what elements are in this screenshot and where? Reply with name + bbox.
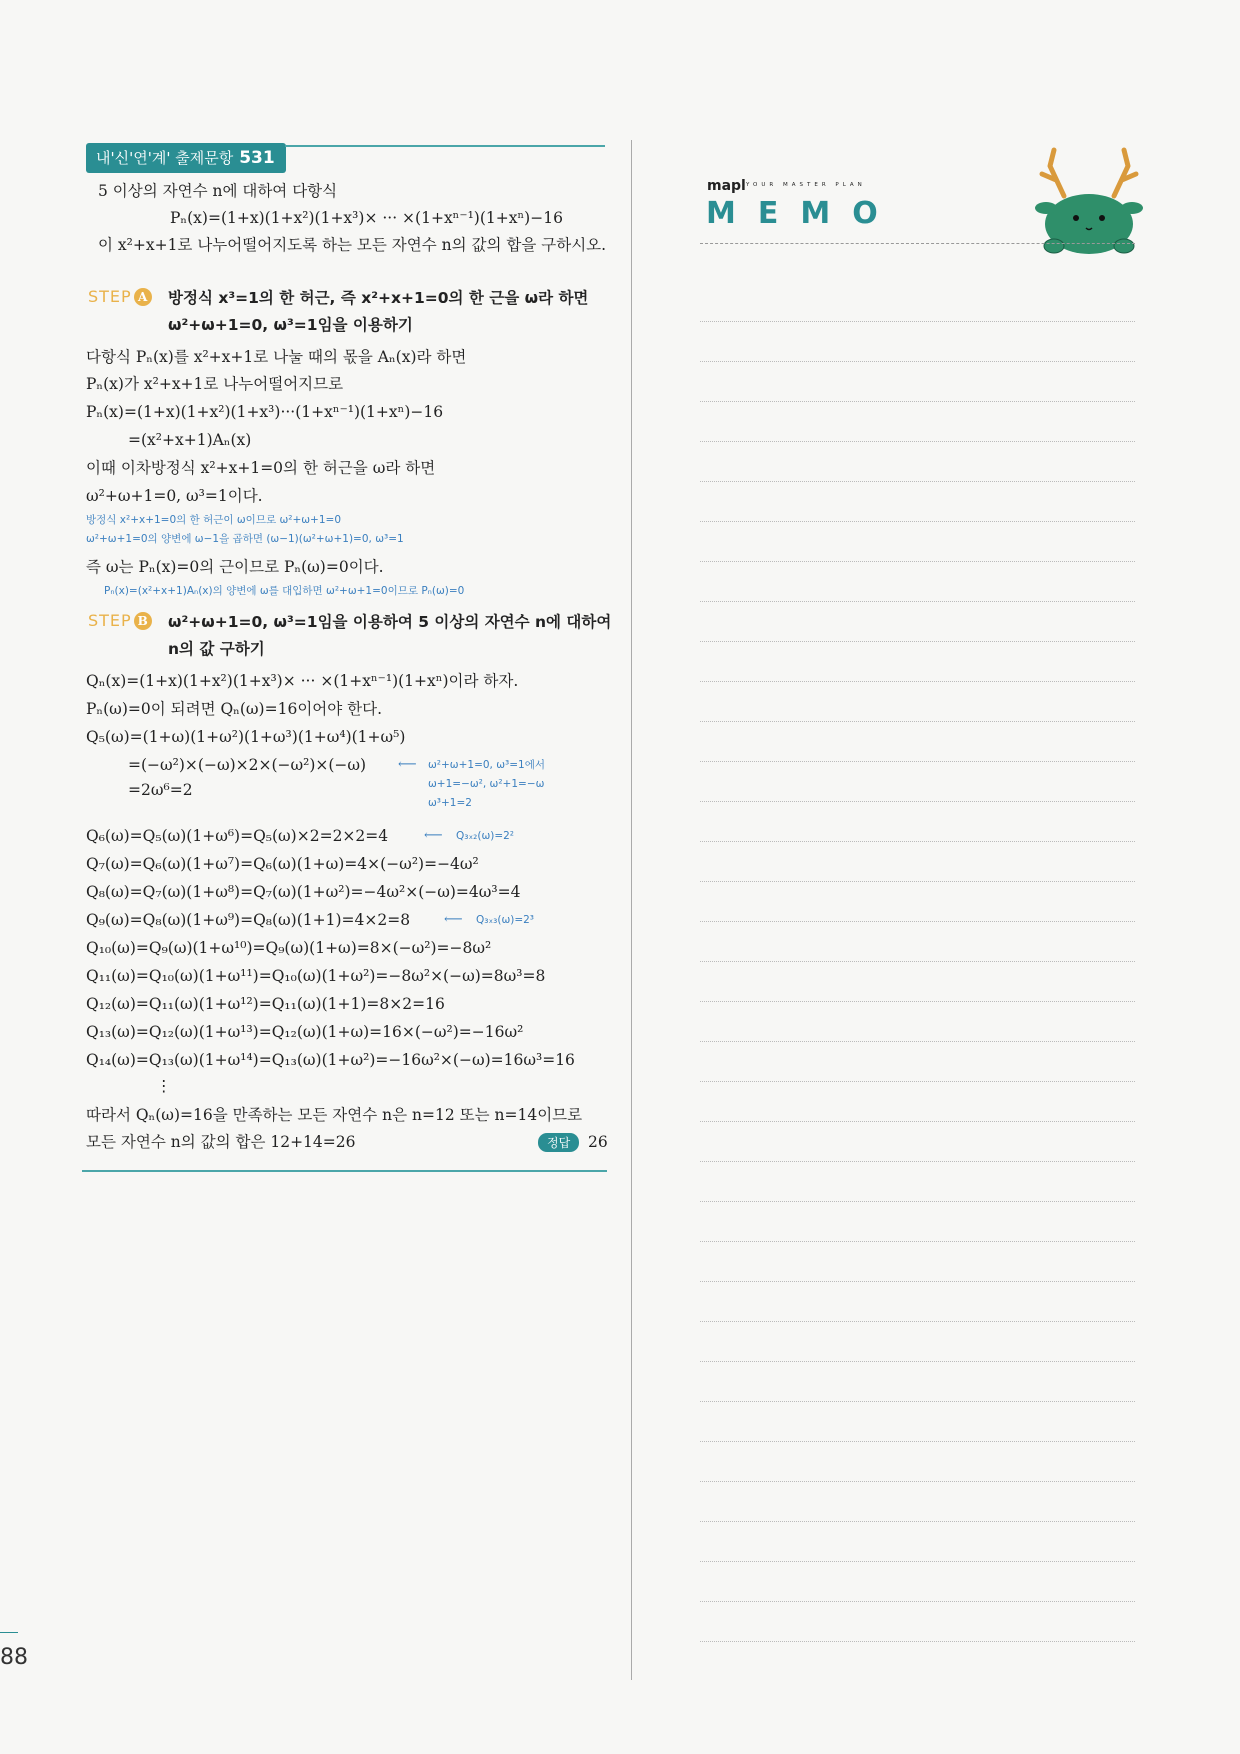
memo-rule-line xyxy=(700,441,1135,442)
memo-subtitle: YOUR MASTER PLAN xyxy=(746,182,866,188)
section-bottom-rule xyxy=(82,1170,607,1172)
memo-rule-line xyxy=(700,1521,1135,1522)
sol-b-line-1: Qₙ(x)=(1+x)(1+x²)(1+x³)× ··· ×(1+xⁿ⁻¹)(1+xⁿ)이라 하자. xyxy=(86,672,519,690)
deer-mascot-icon xyxy=(1034,144,1144,256)
side-note-2: ω+1=−ω², ω²+1=−ω xyxy=(428,778,545,790)
memo-rule-line xyxy=(700,1081,1135,1082)
page-number-tick xyxy=(0,1632,18,1633)
memo-brand: mapl xyxy=(707,178,746,194)
memo-rule-line xyxy=(700,1561,1135,1562)
sol-a-line-4: =(x²+x+1)Aₙ(x) xyxy=(128,431,252,449)
q8-line: Q₈(ω)=Q₇(ω)(1+ω⁸)=Q₇(ω)(1+ω²)=−4ω²×(−ω)=4ω³=4 xyxy=(86,883,521,901)
sol-a-line-7: 즉 ω는 Pₙ(x)=0의 근이므로 Pₙ(ω)=0이다. xyxy=(86,558,384,576)
answer-value: 26 xyxy=(588,1133,608,1151)
memo-rule-line xyxy=(700,801,1135,802)
step-b-circle: B xyxy=(134,612,152,630)
memo-rule-line xyxy=(700,401,1135,402)
memo-rule-line xyxy=(700,321,1135,322)
q11-line: Q₁₁(ω)=Q₁₀(ω)(1+ω¹¹)=Q₁₀(ω)(1+ω²)=−8ω²×(−ω)=8ω³=8 xyxy=(86,967,546,985)
header-rule xyxy=(285,145,605,147)
q9-line: Q₉(ω)=Q₈(ω)(1+ω⁹)=Q₈(ω)(1+1)=4×2=8 xyxy=(86,911,411,929)
side-note-1: ω²+ω+1=0, ω³=1에서 xyxy=(428,759,545,771)
q7-line: Q₇(ω)=Q₆(ω)(1+ω⁷)=Q₆(ω)(1+ω)=4×(−ω²)=−4ω² xyxy=(86,855,479,873)
column-divider xyxy=(631,140,632,1680)
memo-dashed-rule xyxy=(700,243,1135,244)
memo-rule-line xyxy=(700,561,1135,562)
q14-line: Q₁₄(ω)=Q₁₃(ω)(1+ω¹⁴)=Q₁₃(ω)(1+ω²)=−16ω²×(−ω)=16ω³=16 xyxy=(86,1051,575,1069)
memo-rule-line xyxy=(700,881,1135,882)
memo-rule-line xyxy=(700,1641,1135,1642)
memo-rule-line xyxy=(700,1281,1135,1282)
problem-line-3: 이 x²+x+1로 나누어떨어지도록 하는 모든 자연수 n의 값의 합을 구하시오. xyxy=(98,236,607,254)
problem-formula: Pₙ(x)=(1+x)(1+x²)(1+x³)× ··· ×(1+xⁿ⁻¹)(1+xⁿ)−16 xyxy=(170,209,563,227)
memo-rule-line xyxy=(700,641,1135,642)
step-a-tag: STEP A xyxy=(88,287,152,306)
answer-badge: 정답 xyxy=(538,1132,579,1152)
memo-rule-line xyxy=(700,1321,1135,1322)
sol-a-line-5: 이때 이차방정식 x²+x+1=0의 한 허근을 ω라 하면 xyxy=(86,459,436,477)
memo-rule-line xyxy=(700,721,1135,722)
sol-b-line-5: =2ω⁶=2 xyxy=(128,781,193,799)
memo-rule-line xyxy=(700,1121,1135,1122)
memo-rule-line xyxy=(700,1481,1135,1482)
problem-number: 531 xyxy=(239,148,275,168)
memo-rule-line xyxy=(700,921,1135,922)
step-b-title-2: n의 값 구하기 xyxy=(168,640,265,658)
conclusion-line-2: 모든 자연수 n의 값의 합은 12+14=26 xyxy=(86,1133,356,1151)
q9-note: Q₃ₓ₃(ω)=2³ xyxy=(476,914,535,926)
q12-line: Q₁₂(ω)=Q₁₁(ω)(1+ω¹²)=Q₁₁(ω)(1+1)=8×2=16 xyxy=(86,995,445,1013)
q6-line: Q₆(ω)=Q₅(ω)(1+ω⁶)=Q₅(ω)×2=2×2=4 xyxy=(86,827,389,845)
step-a-title-2: ω²+ω+1=0, ω³=1임을 이용하기 xyxy=(168,316,413,334)
memo-rule-line xyxy=(700,481,1135,482)
q10-line: Q₁₀(ω)=Q₉(ω)(1+ω¹⁰)=Q₉(ω)(1+ω)=8×(−ω²)=−8ω² xyxy=(86,939,492,957)
sol-b-line-2: Pₙ(ω)=0이 되려면 Qₙ(ω)=16이어야 한다. xyxy=(86,700,383,718)
arrow-icon: ⟵ xyxy=(424,828,443,843)
sol-a-line-1: 다항식 Pₙ(x)를 x²+x+1로 나눌 때의 몫을 Aₙ(x)라 하면 xyxy=(86,348,467,366)
memo-rule-line xyxy=(700,1441,1135,1442)
conclusion-line-1: 따라서 Qₙ(ω)=16을 만족하는 모든 자연수 n은 n=12 또는 n=14이므로 xyxy=(86,1106,583,1124)
memo-rule-line xyxy=(700,1161,1135,1162)
side-note-3: ω³+1=2 xyxy=(428,797,472,809)
sol-a-note-1: 방정식 x²+x+1=0의 한 허근이 ω이므로 ω²+ω+1=0 xyxy=(86,514,341,526)
memo-rule-line xyxy=(700,961,1135,962)
header-label: 내'신'연'계' 출제문항 xyxy=(96,149,234,167)
memo-rule-line xyxy=(700,1241,1135,1242)
q6-note: Q₃ₓ₂(ω)=2² xyxy=(456,830,515,842)
sol-a-note-2: ω²+ω+1=0의 양변에 ω−1을 곱하면 (ω−1)(ω²+ω+1)=0, ω³=1 xyxy=(86,533,404,545)
memo-title: MEMO xyxy=(706,196,900,231)
sol-a-line-6: ω²+ω+1=0, ω³=1이다. xyxy=(86,487,263,505)
memo-rule-line xyxy=(700,1361,1135,1362)
arrow-icon: ⟵ xyxy=(398,757,417,772)
memo-rule-line xyxy=(700,681,1135,682)
memo-rule-line xyxy=(700,361,1135,362)
q13-line: Q₁₃(ω)=Q₁₂(ω)(1+ω¹³)=Q₁₂(ω)(1+ω)=16×(−ω²)=−16ω² xyxy=(86,1023,524,1041)
step-b-title-1: ω²+ω+1=0, ω³=1임을 이용하여 5 이상의 자연수 n에 대하여 xyxy=(168,613,612,631)
sol-a-line-3: Pₙ(x)=(1+x)(1+x²)(1+x³)···(1+xⁿ⁻¹)(1+xⁿ)−16 xyxy=(86,403,444,421)
vertical-dots: ⋮ xyxy=(156,1077,172,1095)
memo-rule-line xyxy=(700,1001,1135,1002)
memo-rule-line xyxy=(700,521,1135,522)
sol-a-note-3: Pₙ(x)=(x²+x+1)Aₙ(x)의 양변에 ω를 대입하면 ω²+ω+1=0이므로 Pₙ(ω)=0 xyxy=(104,585,465,597)
memo-rule-line xyxy=(700,761,1135,762)
problem-line-1: 5 이상의 자연수 n에 대하여 다항식 xyxy=(98,182,338,200)
sol-a-line-2: Pₙ(x)가 x²+x+1로 나누어떨어지므로 xyxy=(86,375,344,393)
sol-b-line-3: Q₅(ω)=(1+ω)(1+ω²)(1+ω³)(1+ω⁴)(1+ω⁵) xyxy=(86,728,406,746)
step-a-title-1: 방정식 x³=1의 한 허근, 즉 x²+x+1=0의 한 근을 ω라 하면 xyxy=(168,289,589,307)
memo-rule-line xyxy=(700,841,1135,842)
arrow-icon: ⟵ xyxy=(444,912,463,927)
memo-rule-line xyxy=(700,1201,1135,1202)
memo-rule-line xyxy=(700,1401,1135,1402)
memo-rule-line xyxy=(700,1601,1135,1602)
step-a-circle: A xyxy=(134,288,152,306)
step-b-tag: STEP B xyxy=(88,611,152,630)
sol-b-line-4: =(−ω²)×(−ω)×2×(−ω²)×(−ω) xyxy=(128,756,367,774)
memo-rule-line xyxy=(700,601,1135,602)
page-number: 88 xyxy=(0,1645,28,1670)
problem-header-badge xyxy=(86,143,286,173)
memo-rule-line xyxy=(700,1041,1135,1042)
